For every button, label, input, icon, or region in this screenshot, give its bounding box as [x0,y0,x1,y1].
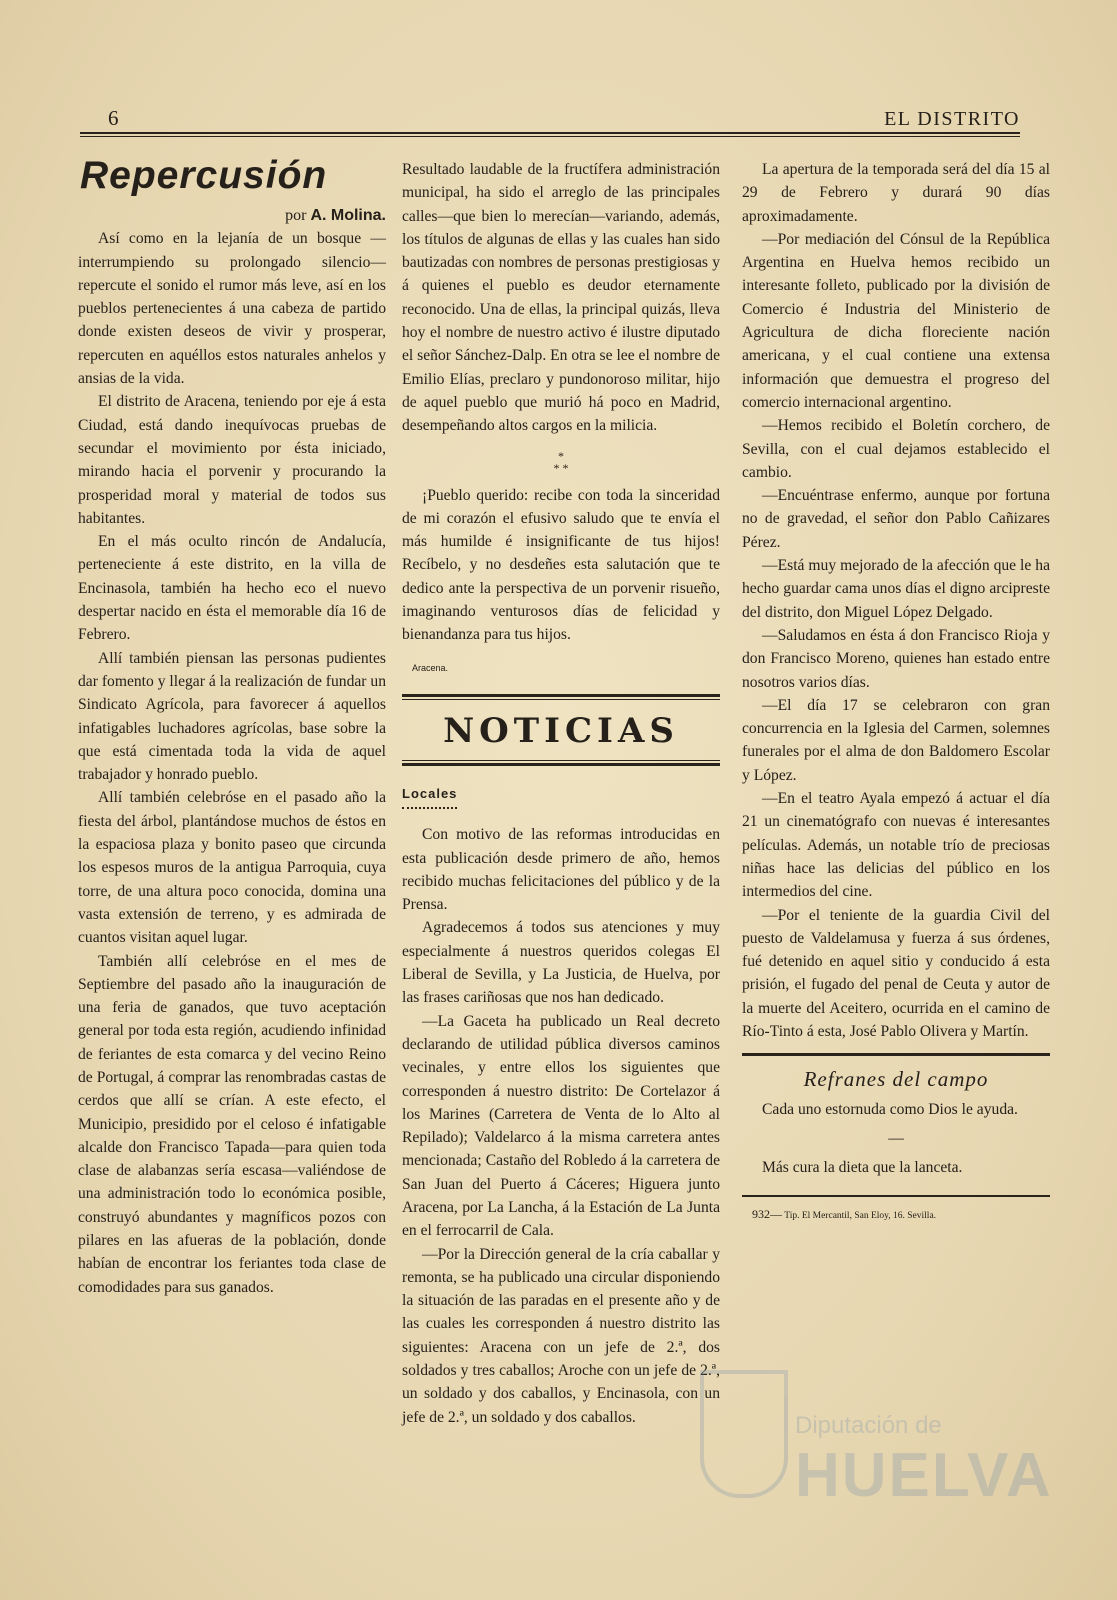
news-item: —Encuéntrase enfermo, aunque por fortuna no de gravedad, el señor don Pablo Cañizares Pérez. [742,487,1050,551]
watermark-big: HUELVA [795,1441,1053,1510]
asterism: * * * [553,448,569,475]
column-1 [78,150,386,1299]
article-paragraph: También allí celebróse en el mes de Septiembre del pasado año la inauguración de una feria de ganados, que tuvo aceptación general por toda esta región, acudiendo infinidad de feriantes de esta comarca y del vecino Reino de Portugal, á comprar las renombradas castas de cerdos que allí se crían. A este efecto, el Municipio, presidido por el celoso é infatigable alcalde don Francisco Tapada—para quien toda clase de alabanzas sería escasa—valiéndose de una administración todo lo económica posible, construyó abundantes y magníficos pozos con pilares en las afueras de la población, donde habían de encontrar los feriantes toda clase de comodidades para sus ganados. [78,952,386,1296]
noticias-heading: NOTICIAS [443,710,679,751]
article-paragraph: Resultado laudable de la fructífera administración municipal, ha sido el arreglo de las principales calles—que bien lo merecían—variando, además, los títulos de algunas de ellas y las cuales han sido bautizadas con nombres de personas prestigiosas y á quienes el pueblo es deudor eternamente reconocido. Una de ellas, la principal quizás, lleva hoy el nombre de nuestro activo é ilustre diputado el señor Sánchez-Dalp. En otra se lee el nombre de Emilio Elías, preclaro y pundonoroso militar, hijo de aquel pueblo que murió há poco en Madrid, desempeñando altos cargos en la milicia. [402,161,720,435]
refran: Cada uno estornuda como Dios le ayuda. [762,1100,1018,1118]
news-item: —Por la Dirección general de la cría caballar y remonta, se ha publicado una circular disponiendo la situación de las paradas en el presente año y de las cuales les corresponden á nuestro distrito las siguientes: Aracena con un jefe de 2.ª, dos soldados y tres caballos; Aroche con un jefe de 2.ª, un soldado y dos caballos, y Encinasola, con un jefe de 2.ª, un soldado y dos caballos. [402,1245,720,1426]
column-2 [402,158,720,1429]
byline: por A. Molina. [285,207,386,224]
refran-separator: — [888,1129,904,1147]
watermark-small: Diputación de [795,1412,942,1439]
news-item: Agradecemos á todos sus atenciones y muy especialmente á nuestros queridos colegas El Liberal de Sevilla, y La Justicia, de Huelva, por las frases cariñosas que nos han dedicado. [402,919,720,1007]
refranes-rule [742,1053,1050,1056]
news-item: —Hemos recibido el Boletín corchero, de Sevilla, con el cual dejamos establecido el cambio. [742,417,1050,481]
imprint [752,1203,1050,1228]
article-paragraph: Allí también piensan las personas pudientes dar fomento y llegar á la realización de fundar un Sindicato Agrícola, para favorecer á aquellos infatigables luchadores agrícolas, base sobre la que está cimentada toda la vida de aquel trabajador y honrado pueblo. [78,649,386,784]
news-item: —La Gaceta ha publicado un Real decreto declarando de utilidad pública diversos caminos vecinales, y entre ellos los siguientes que corresponden á nuestro distrito: De Cortelazor á los Marines (Carretera de Venta de lo Alto al Repilado); Valdelarco á la misma carretera antes mencionada; Castaño del Robledo á la carretera de San Juan del Puerto á Cáceres; Higuera junto Aracena, por La Lancha, á la Estación de La Junta en el ferrocarril de Cala. [402,1012,720,1240]
header-rule [80,132,1020,137]
refran: Más cura la dieta que la lanceta. [762,1159,963,1177]
article-paragraph: Allí también celebróse en el pasado año la fiesta del árbol, plantándose muchos de éstos en la espaciosa plaza y bonito paseo que circunda los espesos muros de la antigua Parroquia, cuya torre, de una altura poco conocida, domina una vasta extensión de terreno, y es admirada de cuantos visitan aquel lugar. [78,789,386,947]
news-item: Con motivo de las reformas introducidas en esta publicación desde primero de año, hemos recibido muchas felicitaciones del público y de la Prensa. [402,826,720,914]
column-3 [742,158,1050,1229]
news-item: La apertura de la temporada será del día 15 al 29 de Febrero y durará 90 días aproximadamente. [742,161,1050,225]
noticias-rule-top [402,694,720,700]
watermark [700,1360,1053,1530]
news-item: —En el teatro Ayala empezó á actuar el día 21 un cinematógrafo con nuevas é interesantes películas. Además, un notable trío de preciosas niñas hace las delicias del público en los intermedios del cine. [742,790,1050,901]
article-place: Aracena. [412,662,449,673]
news-item: —Está muy mejorado de la afección que le ha hecho guardar cama unos días el digno arcipreste del distrito, don Miguel López Delgado. [742,557,1050,621]
article-paragraph: Así como en la lejanía de un bosque —interrumpiendo su prolongado silencio—repercute el sonido el rumor más leve, así en los pueblos pertenecientes á una cabeza de partido donde existen deseos de vivir y prosperar, repercuten en aquéllos estos naturales anhelos y ansias de la vida. [78,230,386,388]
noticias-rule-bottom [402,760,720,766]
bottom-rule [742,1195,1050,1197]
page-number: 6 [108,106,119,130]
news-item: —El día 17 se celebraron con gran concurrencia en la Iglesia del Carmen, solemnes funerales por el alma de don Baldomero Escolar y López. [742,696,1050,784]
news-item: —Por el teniente de la guardia Civil del puesto de Valdelamusa y fuerza á sus órdenes, fué detenido en aquel sitio y conducido á esta prisión, el fugado del penal de Ceuta y autor de la muerte del Aceitero, ocurrida en el camino de Río-Tinto á esta, José Pablo Olivera y Martín. [742,906,1050,1040]
author: A. Molina. [310,207,386,224]
masthead: EL DISTRITO [884,108,1020,130]
locales-subheading: Locales [402,782,457,809]
page-header [80,106,1020,132]
imprint-text: Tip. El Mercantil, San Eloy, 16. Sevilla. [784,1211,937,1222]
article-closing: ¡Pueblo querido: recibe con toda la sinceridad de mi corazón el efusivo saludo que te envía el más humilde é insignificante de tus hijos! Recíbelo, y no desdeñes esta salutación que te dedico ante la perspectiva de un porvenir risueño, imaginando venturosos días de felicidad y bienandanza para tus hijos. [402,486,720,644]
article-title: Repercusión [80,154,328,197]
refranes-title: Refranes del campo [803,1067,989,1092]
shield-icon [700,1370,788,1498]
news-item: —Saludamos en ésta á don Francisco Rioja y don Francisco Moreno, quienes han estado entre nosotros varios días. [742,626,1050,691]
article-paragraph: El distrito de Aracena, teniendo por eje á esta Ciudad, está dando inequívocas pruebas de secundar el movimiento por ésta iniciado, mirando hacia el porvenir y procurando la prosperidad moral y material de todos sus habitantes. [78,393,386,527]
news-item: —Por mediación del Cónsul de la República Argentina en Huelva hemos recibido un interesante folleto, publicado por la división de Comercio é Industria del Ministerio de Agricultura de dicha floreciente nación americana, y el cual contiene una extensa información que demuestra el progreso del comercio internacional argentino. [742,230,1050,411]
article-paragraph: En el más oculto rincón de Andalucía, perteneciente á este distrito, en la villa de Encinasola, también ha hecho eco el nuevo despertar nacido en ésta el memorable día 16 de Febrero. [78,533,386,644]
imprint-number: 932— [752,1207,782,1222]
